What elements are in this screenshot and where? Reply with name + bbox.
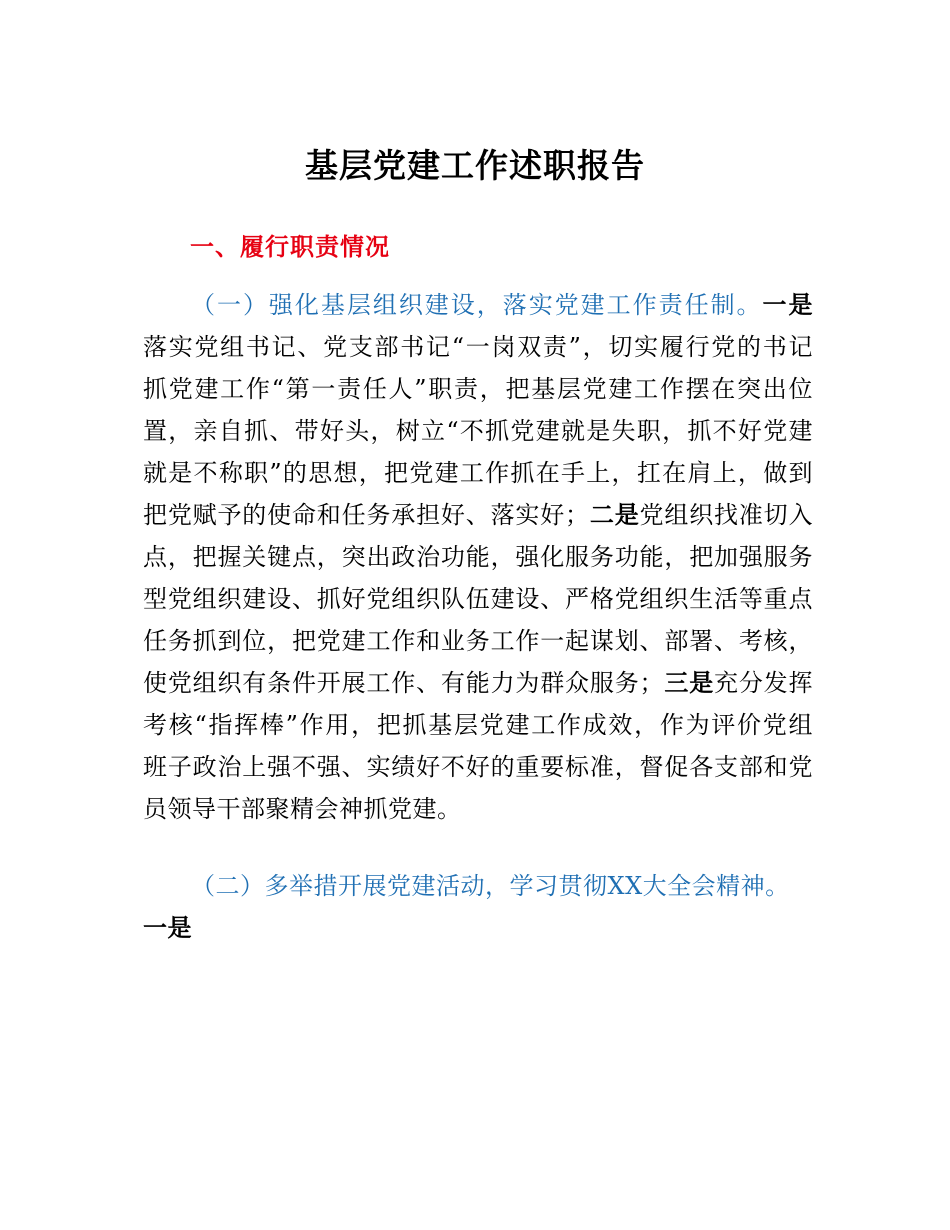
line-6-text-b: 党组织找准切入 xyxy=(639,501,814,529)
line-10-text-a: 使党组织有条件开展工作、有能力为群众服务； xyxy=(143,669,665,697)
subsection-heading-2: （二）多举措开展党建活动，学习贯彻XX大全会精神。 xyxy=(191,872,790,900)
keyword-yi-shi: 一是 xyxy=(762,290,814,319)
paragraph-1 xyxy=(143,284,813,830)
paragraph-1-line-12: 班子政治上强不强、实绩好不好的重要标准，督促各支部和党 xyxy=(143,753,813,781)
paragraph-1-line-11: 考核“指挥棒”作用，把抓基层党建工作成效，作为评价党组 xyxy=(143,711,813,739)
paragraph-2-line-2: 一是 xyxy=(143,913,192,942)
line-6-text-a: 把党赋予的使命和任务承担好、落实好； xyxy=(143,501,590,529)
document-title: 基层党建工作述职报告 xyxy=(305,146,645,185)
paragraph-1-line-13: 员领导干部聚精会神抓党建。 xyxy=(143,795,462,823)
section-heading-1: 一、履行职责情况 xyxy=(190,233,390,261)
paragraph-1-line-7: 点，把握关键点，突出政治功能，强化服务功能，把加强服务 xyxy=(143,543,813,571)
keyword-er-shi: 二是 xyxy=(589,500,640,529)
paragraph-1-line-8: 型党组织建设、抓好党组织队伍建设、严格党组织生活等重点 xyxy=(143,585,813,613)
paragraph-1-line-3: 抓党建工作“第一责任人”职责，把基层党建工作摆在突出位 xyxy=(143,375,813,403)
paragraph-1-line-1 xyxy=(143,284,813,326)
paragraph-1-line-6 xyxy=(143,494,813,536)
paragraph-1-line-5: 就是不称职”的思想，把党建工作抓在手上，扛在肩上，做到 xyxy=(143,459,813,487)
paragraph-1-line-4: 置，亲自抓、带好头，树立“不抓党建就是失职，抓不好党建 xyxy=(143,417,813,445)
paragraph-2-line-1 xyxy=(143,865,813,907)
paragraph-1-line-10 xyxy=(143,662,813,704)
subsection-heading-1: （一）强化基层组织建设，落实党建工作责任制。 xyxy=(191,291,763,319)
line-10-text-b: 充分发挥 xyxy=(714,669,814,697)
paragraph-1-line-9: 任务抓到位，把党建工作和业务工作一起谋划、部署、考核， xyxy=(143,627,813,655)
keyword-san-shi: 三是 xyxy=(664,668,715,697)
paragraph-1-line-2: 落实党组书记、党支部书记“一岗双责”，切实履行党的书记 xyxy=(143,333,813,361)
paragraph-2 xyxy=(143,865,813,949)
